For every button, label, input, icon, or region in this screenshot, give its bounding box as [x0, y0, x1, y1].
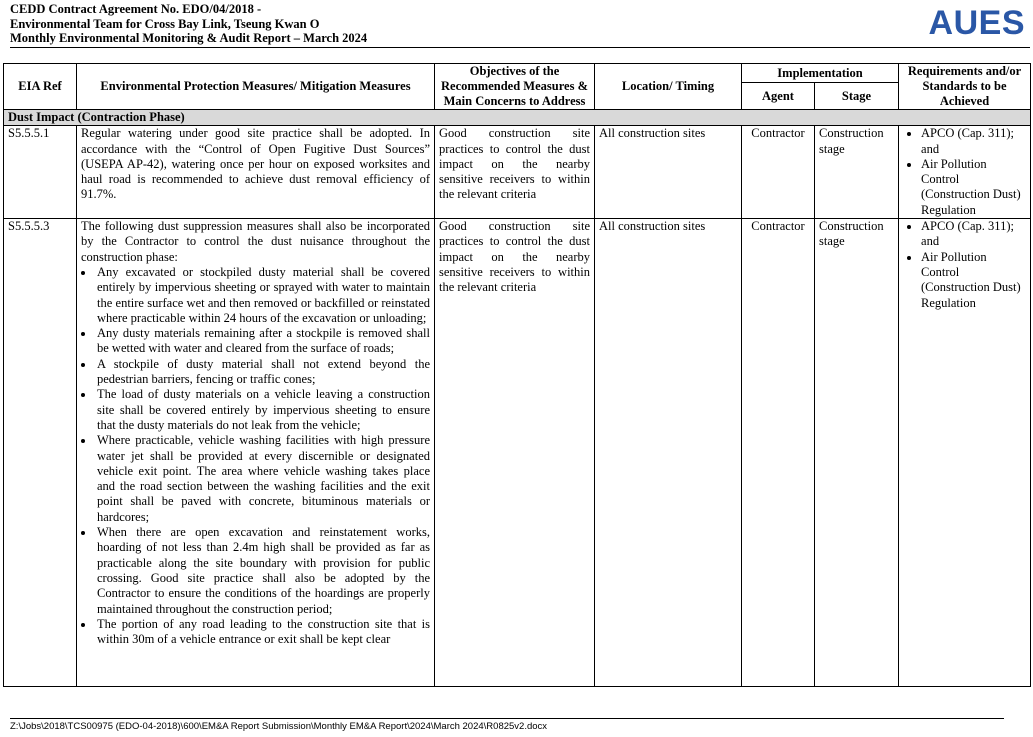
- location-cell: All construction sites: [595, 126, 742, 219]
- agent-cell: Contractor: [742, 126, 815, 219]
- requirements-cell: [899, 219, 1031, 687]
- requirement-item: • Air Pollution Control (Construction Dust) Regulation: [921, 157, 1026, 218]
- measure-bullet: • Any dusty materials remaining after a stockpile is removed shall be wetted with water and cleared from the surface of roads;: [95, 326, 430, 357]
- footer-divider: [10, 718, 1004, 719]
- measure-bullet: • The portion of any road leading to the construction site that is within 30m of a vehicle entrance or exit shall be kept clear: [95, 617, 430, 648]
- header-report-line: Monthly Environmental Monitoring & Audit Report – March 2024: [10, 31, 368, 45]
- aues-logo: AUES: [928, 4, 1025, 42]
- section-title: Dust Impact (Contraction Phase): [4, 110, 1031, 126]
- agent-cell: Contractor: [742, 219, 815, 687]
- section-row: [4, 110, 1031, 126]
- footer-file-path: Z:\Jobs\2018\TCS00975 (EDO-04-2018)\600\EM&A Report Submission\Monthly EM&A Report\2024\March 2024\R0825v2.docx: [10, 721, 548, 732]
- col-header-stage: Stage: [815, 83, 899, 110]
- objective-cell: Good construction site practices to control the dust impact on the nearby sensitive receivers to within the relevant criteria: [435, 219, 595, 687]
- header-divider: [10, 47, 1030, 48]
- requirements-cell: [899, 126, 1031, 219]
- header-contract-line: CEDD Contract Agreement No. EDO/04/2018 -: [10, 2, 262, 16]
- objective-cell: Good construction site practices to control the dust impact on the nearby sensitive receivers to within the relevant criteria: [435, 126, 595, 219]
- measure-bullet: • A stockpile of dusty material shall not extend beyond the pedestrian barriers, fencing or traffic cones;: [95, 357, 430, 388]
- requirement-item: • APCO (Cap. 311); and: [921, 126, 1026, 157]
- col-header-location: Location/ Timing: [595, 64, 742, 110]
- report-header: [10, 2, 1025, 46]
- col-header-requirements: Requirements and/or Standards to be Achieved: [899, 64, 1031, 110]
- col-header-measures: Environmental Protection Measures/ Mitigation Measures: [77, 64, 435, 110]
- measure-bullet: • The load of dusty materials on a vehicle leaving a construction site shall be covered entirely by impervious sheeting to ensure that the dusty materials do not leak from the vehicle;: [95, 387, 430, 433]
- col-header-implementation: Implementation: [742, 64, 899, 83]
- measure-bullet: • When there are open excavation and reinstatement works, hoarding of not less than 2.4m high shall be provided as far as practicable along the site boundary with provision for public crossing. Good site practice shall also be adopted by the Contractor to ensure the conditions of the hoardings are properly maintained throughout the construction period;: [95, 525, 430, 617]
- measure-bullet: • Where practicable, vehicle washing facilities with high pressure water jet shall be provided at every discernible or designated vehicle exit point. The area where vehicle washing takes place and the road section between the washing facilities and the exit point shall be paved with concrete, bituminous materials or hardcores;: [95, 433, 430, 525]
- eia-ref-cell: S5.5.5.3: [4, 219, 77, 687]
- eia-ref-cell: S5.5.5.1: [4, 126, 77, 219]
- location-cell: All construction sites: [595, 219, 742, 687]
- stage-cell: Construction stage: [815, 219, 899, 687]
- table-row: [4, 219, 1031, 687]
- col-header-agent: Agent: [742, 83, 815, 110]
- header-team-line: Environmental Team for Cross Bay Link, Tseung Kwan O: [10, 16, 320, 31]
- mitigation-measures-table: [3, 63, 1031, 687]
- measure-cell: [77, 219, 435, 687]
- measure-intro: The following dust suppression measures shall also be incorporated by the Contractor to control the dust nuisance throughout the construction phase:: [81, 219, 430, 264]
- stage-cell: Construction stage: [815, 126, 899, 219]
- table-row: [4, 126, 1031, 219]
- requirement-item: • APCO (Cap. 311); and: [921, 219, 1026, 250]
- measure-bullet: • Any excavated or stockpiled dusty material shall be covered entirely by impervious sheeting or sprayed with water to maintain the entire surface wet and then removed or backfilled or reinstated where practicable within 24 hours of the excavation or unloading;: [95, 265, 430, 326]
- measure-cell: Regular watering under good site practice shall be adopted. In accordance with the “Control of Open Fugitive Dust Sources” (USEPA AP-42), watering once per hour on exposed worksites and haul road is recommended to achieve dust removal efficiency of 91.7%.: [77, 126, 435, 219]
- requirement-item: • Air Pollution Control (Construction Dust) Regulation: [921, 250, 1026, 311]
- col-header-objectives: Objectives of the Recommended Measures & Main Concerns to Address: [435, 64, 595, 110]
- col-header-eia-ref: EIA Ref: [4, 64, 77, 110]
